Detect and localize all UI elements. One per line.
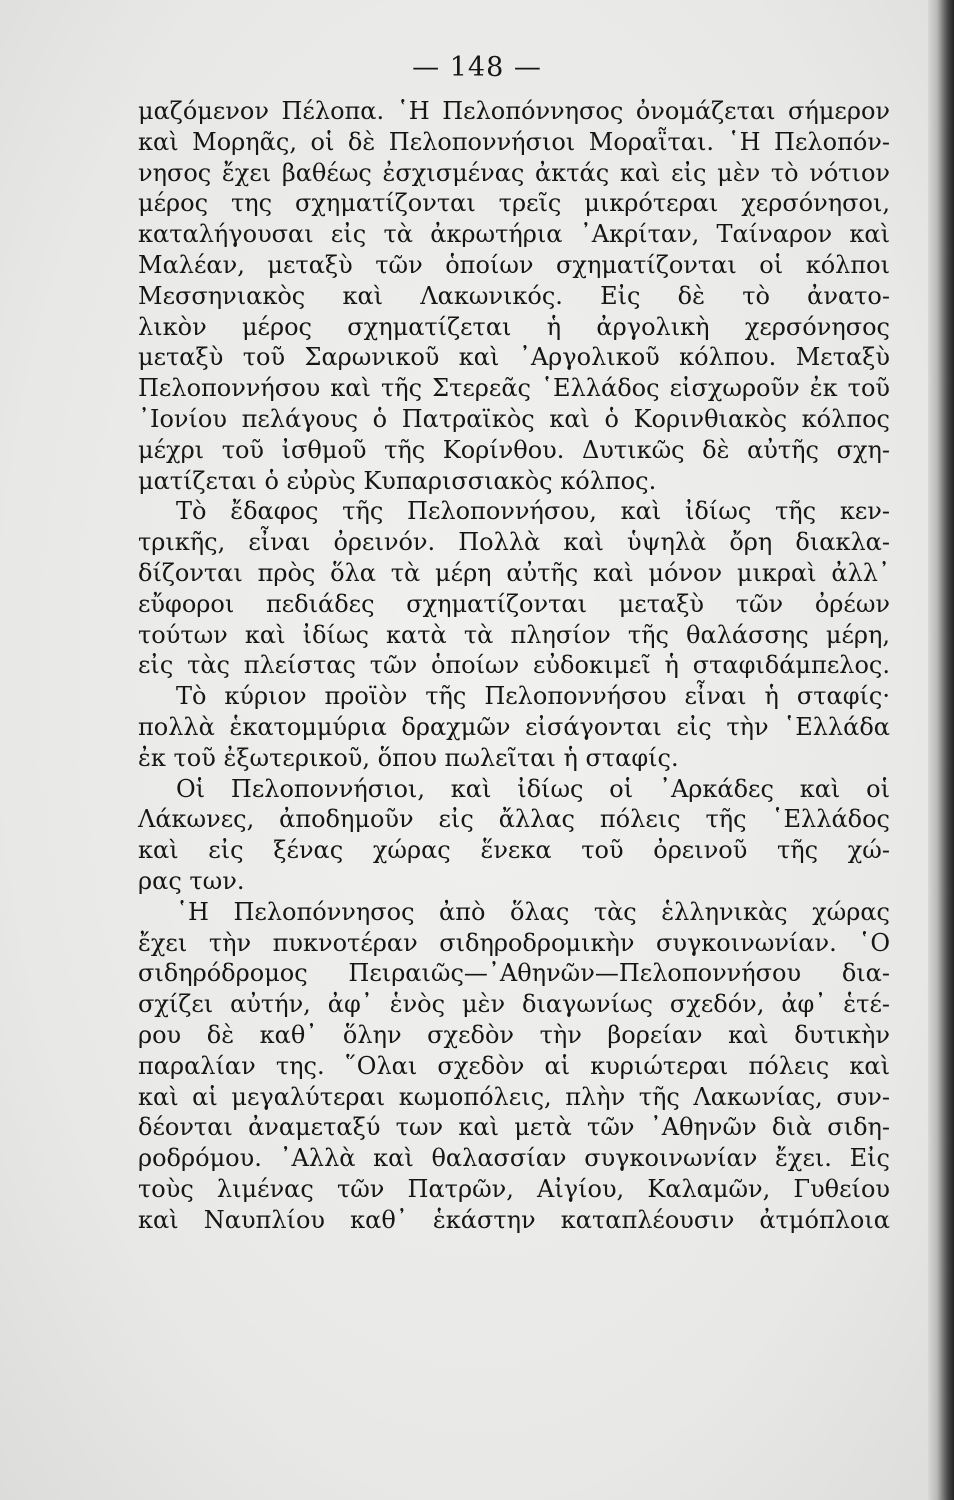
text-line: καὶ εἰς ξένας χώρας ἕνεκα τοῦ ὀρεινοῦ τῆς χώ-	[138, 836, 890, 865]
text-line: Μεσσηνιακὸς καὶ Λακωνικός. Εἰς δὲ τὸ ἀνατο-	[138, 281, 890, 310]
text-line: μέχρι τοῦ ἰσθμοῦ τῆς Κορίνθου. Δυτικῶς δὲ αὐτῆς σχη-	[138, 435, 890, 464]
text-line: εὔφοροι πεδιάδες σχηματίζονται μεταξὺ τῶν ὀρέων	[138, 589, 890, 618]
text-line: ἐκ τοῦ ἐξωτερικοῦ, ὅπου πωλεῖται ἡ σταφίς.	[138, 743, 679, 772]
text-line: καὶ Ναυπλίου καθ᾿ ἑκάστην καταπλέουσιν ἀτμόπλοια	[138, 1205, 890, 1234]
text-line: καὶ Μορηᾶς, οἱ δὲ Πελοποννήσιοι Μοραῗται. ῾Η Πελοπόν-	[138, 127, 890, 156]
text-line: νησος ἔχει βαθέως ἐσχισμένας ἀκτάς καὶ εἰς μὲν τὸ νότιον	[138, 158, 890, 187]
text-line: δίζονται πρὸς ὅλα τὰ μέρη αὐτῆς καὶ μόνον μικραὶ ἀλλ᾿	[138, 558, 890, 587]
text-line: τοὺς λιμένας τῶν Πατρῶν, Αἰγίου, Καλαμῶν, Γυθείου	[138, 1174, 890, 1203]
text-line: Πελοποννήσου καὶ τῆς Στερεᾶς ῾Ελλάδος εἰσχωροῦν ἐκ τοῦ	[138, 374, 890, 403]
text-line: καὶ αἱ μεγαλύτεραι κωμοπόλεις, πλὴν τῆς Λακωνίας, συν-	[138, 1082, 890, 1111]
text-line: Μαλέαν, μεταξὺ τῶν ὁποίων σχηματίζονται οἱ κόλποι	[138, 250, 890, 279]
text-line: ροδρόμου. ᾿Αλλὰ καὶ θαλασσίαν συγκοινωνίαν ἔχει. Εἰς	[138, 1144, 890, 1173]
text-line: σιδηρόδρομος Πειραιῶς—᾿Αθηνῶν—Πελοποννήσου δια-	[138, 959, 890, 988]
body-text	[138, 96, 890, 1235]
text-line: ρου δὲ καθ᾿ ὅλην σχεδὸν τὴν βορείαν καὶ δυτικὴν	[138, 1020, 890, 1049]
text-line: Λάκωνες, ἀποδημοῦν εἰς ἄλλας πόλεις τῆς ῾Ελλάδος	[138, 805, 890, 834]
text-line: ῾Η Πελοπόννησος ἀπὸ ὅλας τὰς ἑλληνικὰς χώρας	[176, 897, 890, 926]
text-line: ᾿Ιονίου πελάγους ὁ Πατραϊκὸς καὶ ὁ Κορινθιακὸς κόλπος	[138, 404, 890, 433]
text-line: ἔχει τὴν πυκνοτέραν σιδηροδρομικὴν συγκοινωνίαν. ῾Ο	[138, 928, 890, 957]
text-line: ματίζεται ὁ εὐρὺς Κυπαρισσιακὸς κόλπος.	[138, 466, 657, 495]
text-line: τούτων καὶ ἰδίως κατὰ τὰ πλησίον τῆς θαλάσσης μέρη,	[138, 620, 890, 649]
page-binding-edge	[928, 0, 954, 1500]
text-line: σχίζει αὐτήν, ἀφ᾿ ἑνὸς μὲν διαγωνίως σχεδόν, ἀφ᾿ ἑτέ-	[138, 990, 890, 1019]
text-line: καταλήγουσαι εἰς τὰ ἀκρωτήρια ᾿Ακρίταν, Ταίναρον καὶ	[138, 220, 890, 249]
page-number: — 148 —	[412, 52, 542, 83]
text-line: Οἱ Πελοποννήσιοι, καὶ ἰδίως οἱ ᾿Αρκάδες καὶ οἱ	[176, 774, 890, 803]
text-line: πολλὰ ἑκατομμύρια δραχμῶν εἰσάγονται εἰς τὴν ῾Ελλάδα	[138, 712, 890, 741]
text-line: Τὸ ἔδαφος τῆς Πελοποννήσου, καὶ ἰδίως τῆς κεν-	[176, 497, 890, 526]
text-line: εἰς τὰς πλείστας τῶν ὁποίων εὐδοκιμεῖ ἡ σταφιδάμπελος.	[138, 651, 890, 680]
text-line: παραλίαν της. ῞Ολαι σχεδὸν αἱ κυριώτεραι πόλεις καὶ	[138, 1051, 890, 1080]
text-line: Τὸ κύριον προϊὸν τῆς Πελοποννήσου εἶναι ἡ σταφίς·	[176, 682, 890, 711]
text-line: τρικῆς, εἶναι ὀρεινόν. Πολλὰ καὶ ὑψηλὰ ὄρη διακλα-	[138, 528, 890, 557]
text-line: μεταξὺ τοῦ Σαρωνικοῦ καὶ ᾿Αργολικοῦ κόλπου. Μεταξὺ	[138, 343, 890, 372]
text-line: δέονται ἀναμεταξύ των καὶ μετὰ τῶν ᾿Αθηνῶν διὰ σιδη-	[138, 1113, 890, 1142]
text-line: ρας των.	[138, 866, 245, 895]
text-line: μέρος της σχηματίζονται τρεῖς μικρότεραι χερσόνησοι,	[138, 189, 890, 218]
text-line: λικὸν μέρος σχηματίζεται ἡ ἀργολικὴ χερσόνησος	[138, 312, 890, 341]
text-line: μαζόμενον Πέλοπα. ῾Η Πελοπόννησος ὀνομάζεται σήμερον	[138, 97, 890, 125]
